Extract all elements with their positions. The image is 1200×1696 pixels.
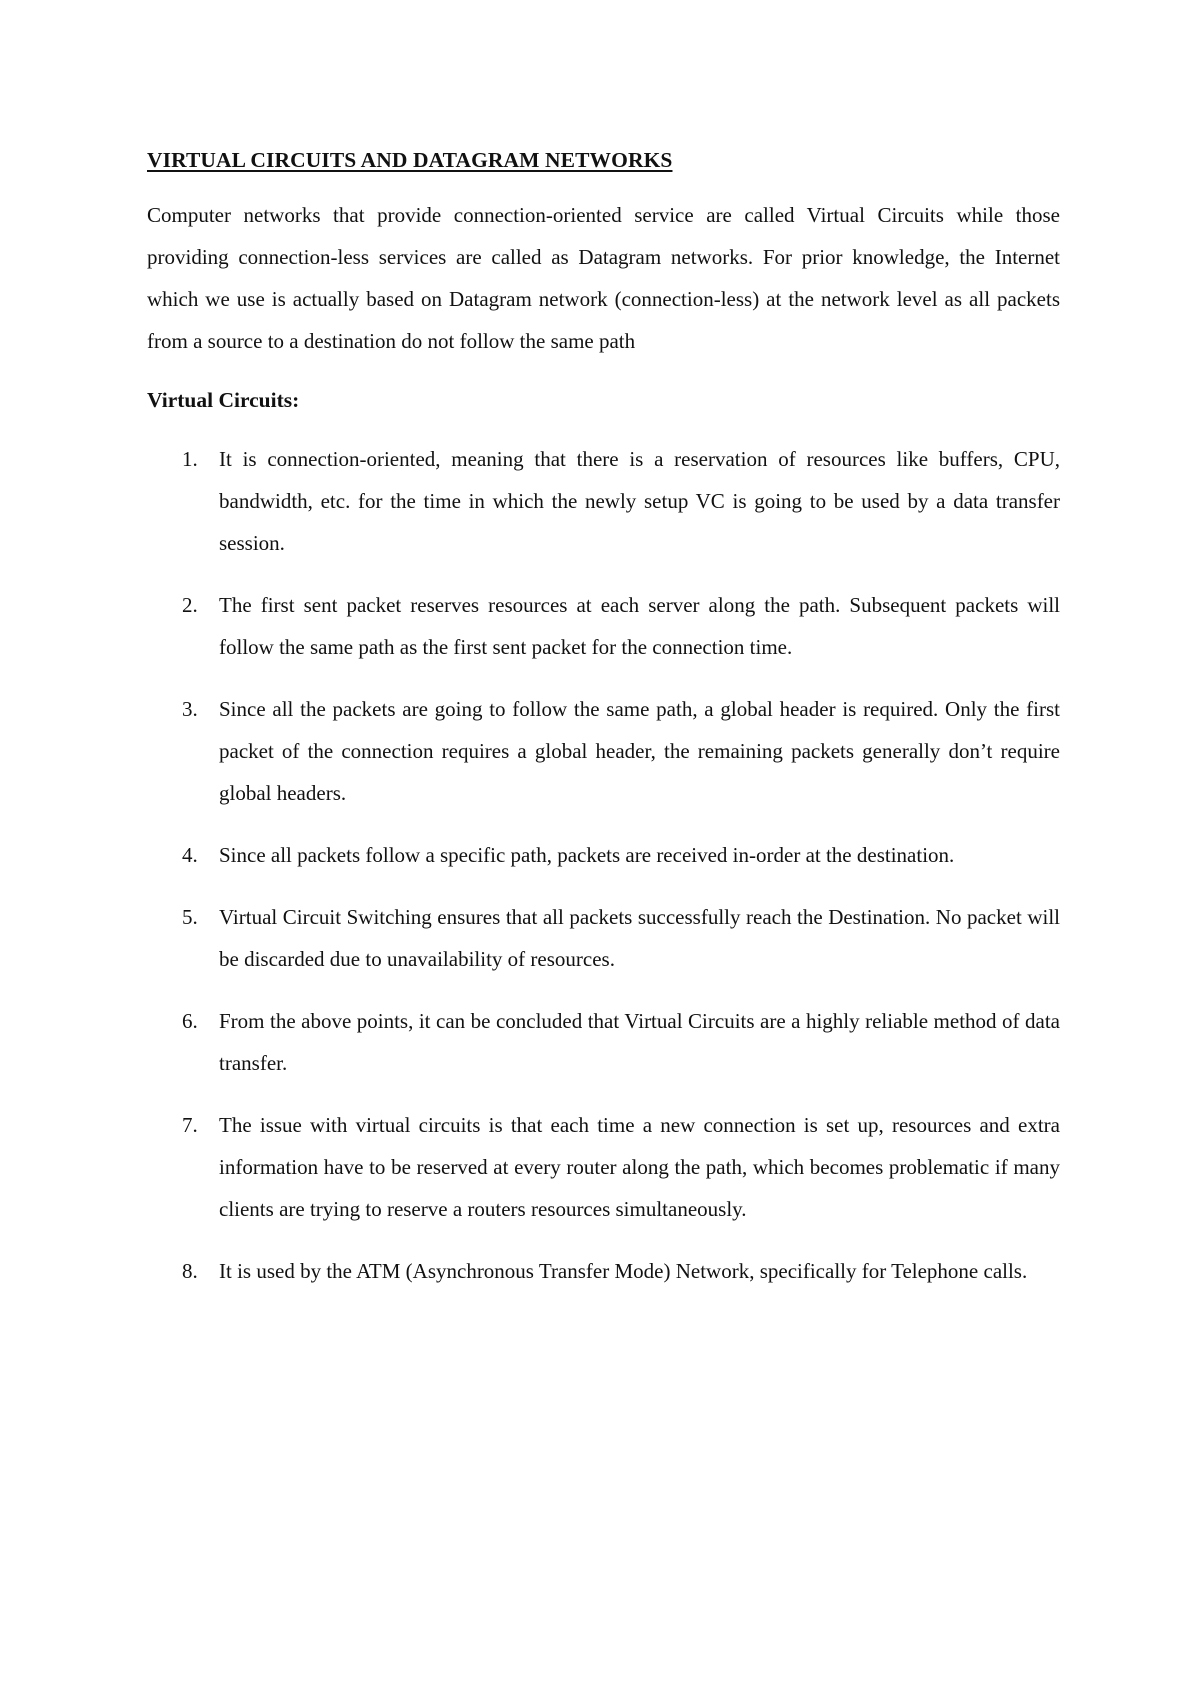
list-item-number: 7.: [182, 1113, 198, 1137]
list-item-number: 8.: [182, 1259, 198, 1283]
list-item-text: Since all packets follow a specific path, packets are received in-order at the destination.: [219, 843, 955, 867]
list-item: [147, 584, 1060, 668]
list-item-number: 1.: [182, 447, 198, 471]
list-item: [147, 688, 1060, 814]
list-item: [147, 438, 1060, 564]
list-item: [147, 1000, 1060, 1084]
list-item-text: Since all the packets are going to follow the same path, a global header is required. Only the first packet of the connection requires a global header, the remaining packets generally don’t require global headers.: [219, 697, 1060, 805]
document-body: [147, 142, 1060, 1312]
list-item: [147, 896, 1060, 980]
virtual-circuits-list: [147, 438, 1060, 1292]
list-item-number: 3.: [182, 697, 198, 721]
list-item: [147, 1104, 1060, 1230]
list-item: [147, 834, 1060, 876]
list-item-text: Virtual Circuit Switching ensures that all packets successfully reach the Destination. No packet will be discarded due to unavailability of resources.: [219, 905, 1060, 971]
list-item-text: The issue with virtual circuits is that each time a new connection is set up, resources and extra information have to be reserved at every router along the path, which becomes problematic if many clients are trying to reserve a routers resources simultaneously.: [219, 1113, 1060, 1221]
list-item-number: 4.: [182, 843, 198, 867]
list-item-number: 5.: [182, 905, 198, 929]
section-heading-virtual-circuits: Virtual Circuits:: [147, 388, 300, 412]
list-item-number: 6.: [182, 1009, 198, 1033]
list-item-text: It is used by the ATM (Asynchronous Transfer Mode) Network, specifically for Telephone calls.: [219, 1259, 1028, 1283]
intro-paragraph: Computer networks that provide connection-oriented service are called Virtual Circuits while those providing connection-less services are called as Datagram networks. For prior knowledge, the Internet which we use is actually based on Datagram network (connection-less) at the network level as all packets from a source to a destination do not follow the same path: [147, 203, 1060, 353]
list-item-text: From the above points, it can be concluded that Virtual Circuits are a highly reliable method of data transfer.: [219, 1009, 1060, 1075]
list-item: [147, 1250, 1060, 1292]
list-item-number: 2.: [182, 593, 198, 617]
document-title: VIRTUAL CIRCUITS AND DATAGRAM NETWORKS: [147, 148, 673, 172]
list-item-text: The first sent packet reserves resources at each server along the path. Subsequent packets will follow the same path as the first sent packet for the connection time.: [219, 593, 1060, 659]
list-item-text: It is connection-oriented, meaning that there is a reservation of resources like buffers, CPU, bandwidth, etc. for the time in which the newly setup VC is going to be used by a data transfer session.: [219, 447, 1060, 555]
